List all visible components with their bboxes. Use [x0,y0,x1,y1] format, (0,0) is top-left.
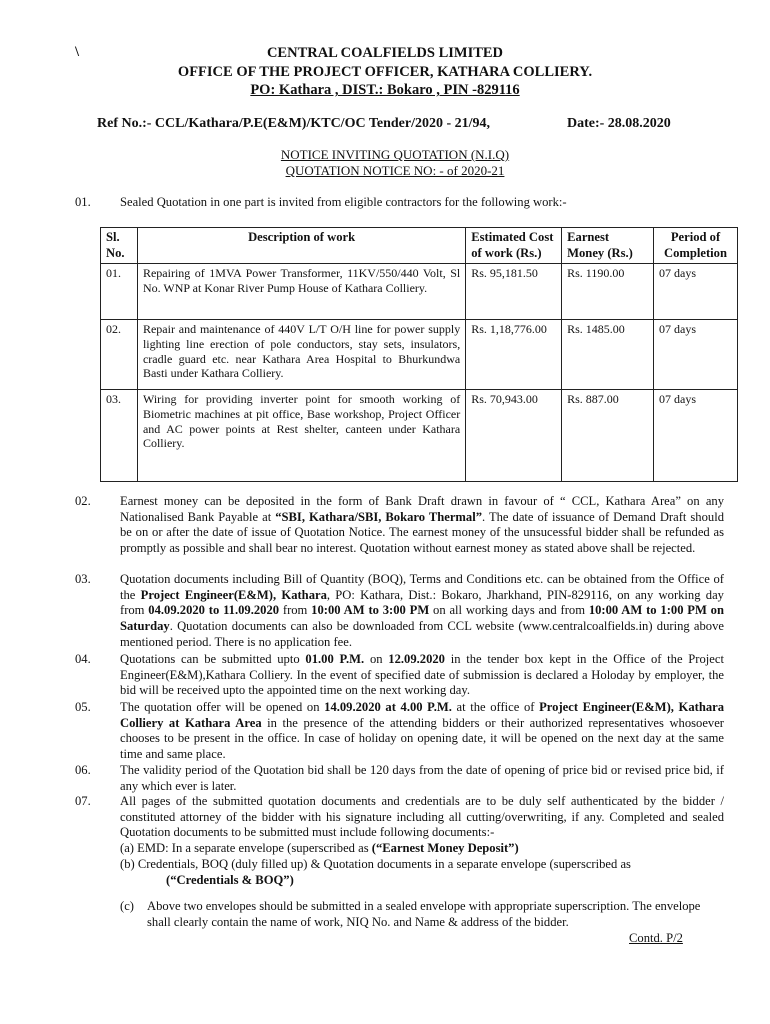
clause-number: 01. [75,195,91,209]
clause-06-text: The validity period of the Quotation bid shall be 120 days from the date of opening of price bid or revised price bid, if any which ever is later. [120,763,724,793]
backslash-mark: \ [75,44,80,60]
clause-emphasis: “SBI, Kathara/SBI, Bokaro Thermal” [275,509,483,524]
row-sl: 03. [101,390,138,482]
item-a-emphasis: (“Earnest Money Deposit”) [371,841,519,855]
clause-emphasis: 01.00 P.M. [305,652,365,666]
row-sl: 02. [101,320,138,390]
table-row [101,264,738,320]
works-table [100,227,738,482]
clause-text: Earnest money can be deposited in the form of Bank Draft drawn in favour of “ CCL, Kathara Area” on any Nationalised Bank Payable at [120,494,724,524]
row-earnest-money: Rs. 887.00 [562,390,654,482]
row-cost: Rs. 70,943.00 [466,390,562,482]
clause-07-item-b-emphasis: (“Credentials & BOQ”) [166,873,294,887]
reference-number: Ref No.:- CCL/Kathara/P.E(E&M)/KTC/OC Tender/2020 - 21/94, [97,116,491,131]
clause-07-item-a [120,841,724,857]
clause-text: at the office of [451,700,540,714]
clause-text: Quotation documents including Bill of Quantity (BOQ), Terms and Conditions etc. can be obtained from the Office of the [120,572,724,602]
header-sl-no: Sl. No. [101,228,138,264]
row-description: Repair and maintenance of 440V L/T O/H line for power supply lighting line erection of pole conductors, stay sets, insulators, cradle guard etc. near Kathara Area Hospital to Bhurkundwa Basti under Kathara Colliery. [137,320,465,390]
clause-07-text: All pages of the submitted quotation documents and credentials are to be duly self authenticated by the bidder / constituted attorney of the bidder with his signature including all cutting/overwriting, if any. Completed and sealed Quotation documents to be submitted must include following documents:- [120,794,724,840]
clause-07-item-c-label: (c) [120,899,134,913]
row-cost: Rs. 1,18,776.00 [466,320,562,390]
row-earnest-money: Rs. 1485.00 [562,320,654,390]
row-period: 07 days [654,390,738,482]
clause-number: 04. [75,652,91,666]
clause-emphasis: 04.09.2020 to 11.09.2020 [148,603,280,618]
row-cost: Rs. 95,181.50 [466,264,562,320]
clause-text: , PO: Kathara, Dist.: Bokaro, Jharkhand, PIN-829116, on any working day from [120,587,724,618]
clause-text: on [364,652,389,666]
header-description: Description of work [137,228,465,264]
clause-07-item-c-text: Above two envelopes should be submitted in a sealed envelope with appropriate superscription. The envelope shall clearly contain the name of work, NIQ No. and Name & address of the bidder. [147,899,701,929]
clause-text: from [279,603,312,618]
clause-text: in the presence of the attending bidders or their authorized representatives whosoever chooses to be present in the office. In case of holiday on opening date, it will be opened on the next day at the same time and same place. [120,715,724,762]
row-period: 07 days [654,320,738,390]
clause-05-text [120,700,724,763]
clause-number: 02. [75,494,91,508]
clause-07-item-b: (b) Credentials, BOQ (duly filled up) & Quotation documents in a separate envelope (superscribed as [120,857,631,871]
office-address [0,81,770,99]
office-address-text: PO: Kathara , DIST.: Bokaro , PIN -829116 [250,82,520,98]
clause-number: 03. [75,572,91,586]
continued-note [629,931,683,946]
item-a-text: (a) EMD: In a separate envelope (superscribed as [120,841,372,855]
clause-emphasis: 10:00 AM to 3:00 PM [311,603,430,618]
intro-text: Sealed Quotation in one part is invited from eligible contractors for the following work:- [120,195,567,209]
notice-title-text: NOTICE INVITING QUOTATION (N.I.Q) [280,147,510,162]
notice-subtitle-text: QUOTATION NOTICE NO: - of 2020-21 [285,163,505,178]
continued-note-text: Contd. P/2 [629,931,683,945]
clause-emphasis: 10:00 AM to 1:00 PM on Saturday [120,603,724,634]
row-description: Wiring for providing inverter point for smooth working of Biometric machines at pit office, Base workshop, Project Officer and AC power points at Rest shelter, canteen under Kathara Colliery. [137,390,465,482]
clause-text: . The date of issuance of Demand Draft should be on or after the date of issue of Quotation Notice. The earnest money of the unsucessful bidder shall be refunded as promptly as possible and shall bear no interest. Quotation without earnest money as stated above shall be rejected. [120,509,724,556]
header-estimated-cost: Estimated Cost of work (Rs.) [466,228,562,264]
clause-text: Quotations can be submitted upto [120,652,306,666]
header-earnest-money: Earnest Money (Rs.) [562,228,654,264]
clause-text: . Quotation documents can also be downloaded from CCL website (www.centralcoalfields.in) during above mentioned period. There is no application fee. [120,619,724,649]
row-period: 07 days [654,264,738,320]
clause-number: 05. [75,700,91,714]
clause-emphasis: 12.09.2020 [388,652,445,666]
clause-number: 07. [75,794,91,808]
notice-date: Date:- 28.08.2020 [567,116,671,131]
table-row [101,390,738,482]
row-description: Repairing of 1MVA Power Transformer, 11KV/550/440 Volt, Sl No. WNP at Konar River Pump House of Kathara Colliery. [137,264,465,320]
clause-04-text [120,652,724,699]
table-row [101,320,738,390]
notice-subtitle [0,163,770,179]
office-name: OFFICE OF THE PROJECT OFFICER, KATHARA COLLIERY. [177,64,593,80]
clause-number: 06. [75,763,91,777]
notice-title [0,147,770,163]
clause-02-text [120,494,724,557]
clause-03-text [120,572,724,651]
header-period: Period of Completion [654,228,738,264]
clause-emphasis: Project Engineer(E&M), Kathara Colliery at Kathara Area [120,700,725,730]
organization-name: CENTRAL COALFIELDS LIMITED [266,45,504,61]
table-header-row [101,228,738,264]
clause-emphasis: Project Engineer(E&M), Kathara [140,587,327,602]
clause-text: in the tender box kept in the Office of the Project Engineer(E&M),Kathara Colliery. In the event of specified date of submission is declared a Holoday by employer, the bid will be received upto the appointed time on the next working day. [120,652,724,698]
clause-text: The quotation offer will be opened on [120,700,325,714]
clause-emphasis: 14.09.2020 at 4.00 P.M. [324,700,452,714]
row-sl: 01. [101,264,138,320]
clause-text: on all working days and from [429,603,589,618]
row-earnest-money: Rs. 1190.00 [562,264,654,320]
